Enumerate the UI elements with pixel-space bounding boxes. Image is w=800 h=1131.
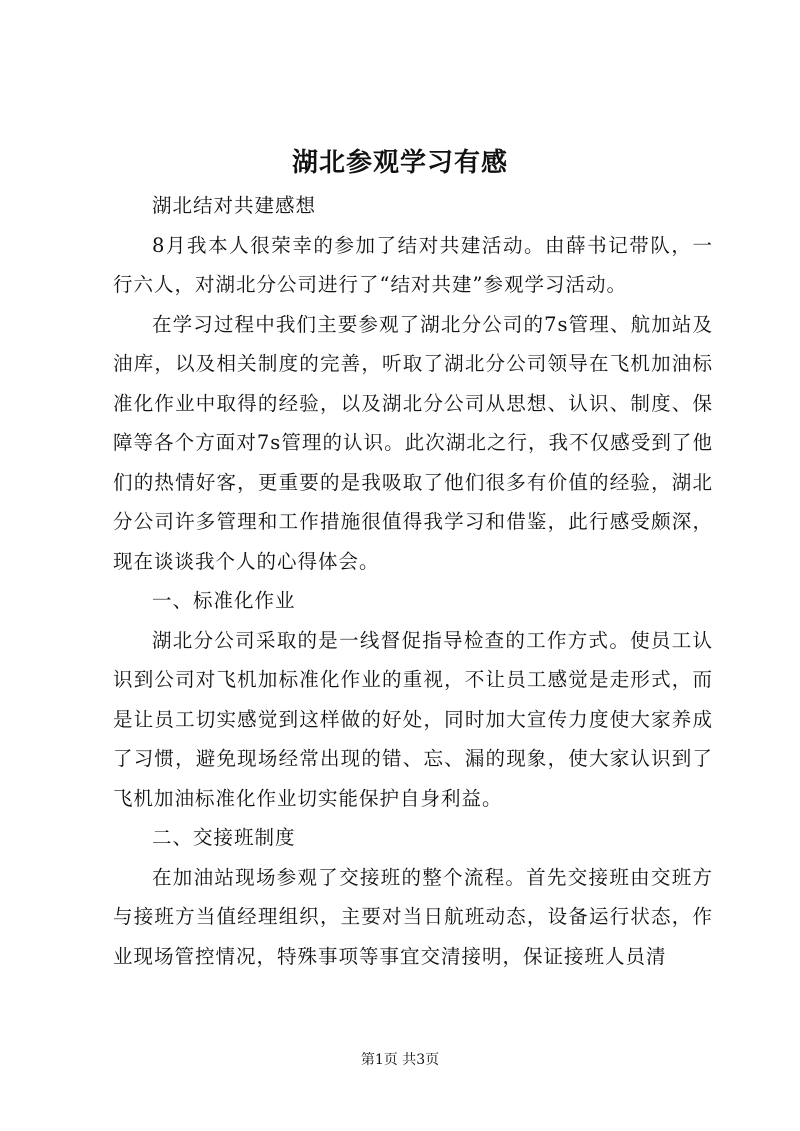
- document-body: [113, 186, 713, 976]
- document-title: 湖北参观学习有感: [291, 148, 508, 178]
- paragraph-learning-process: 在学习过程中我们主要参观了湖北分公司的7s管理、航加站及油库，以及相关制度的完善，听取了湖北分公司领导在飞机加油标准化作业中取得的经验，以及湖北分公司从思想、认识、制度、保障等各个方面对7s管理的认识。此次湖北之行，我不仅感受到了他们的热情好客，更重要的是我吸取了他们很多有价值的经验，湖北分公司许多管理和工作措施很值得我学习和借鉴，此行感受颇深，现在谈谈我个人的心得体会。: [113, 312, 713, 573]
- paragraph-standardization: 湖北分公司采取的是一线督促指导检查的工作方式。使员工认识到公司对飞机加标准化作业的重视，不让员工感觉是走形式，而是让员工切实感觉到这样做的好处，同时加大宣传力度使大家养成了习惯，避免现场经常出现的错、忘、漏的现象，使大家认识到了飞机加油标准化作业切实能保护自身利益。: [113, 628, 713, 810]
- paragraph-shift-handover: 在加油站现场参观了交接班的整个流程。首先交接班由交班方与接班方当值经理组织，主要对当日航班动态，设备运行状态，作业现场管控情况，特殊事项等事宜交清接明，保证接班人员清: [113, 865, 713, 968]
- paragraph-intro: 8月我本人很荣幸的参加了结对共建活动。由薛书记带队，一行六人，对湖北分公司进行了“结对共建”参观学习活动。: [113, 233, 713, 296]
- paragraph-subtitle: 湖北结对共建感想: [152, 194, 317, 217]
- section-heading-shift-handover: 二、交接班制度: [152, 826, 296, 849]
- section-heading-standardization: 一、标准化作业: [152, 589, 296, 612]
- page-number-footer: 第1页 共3页: [360, 1052, 440, 1068]
